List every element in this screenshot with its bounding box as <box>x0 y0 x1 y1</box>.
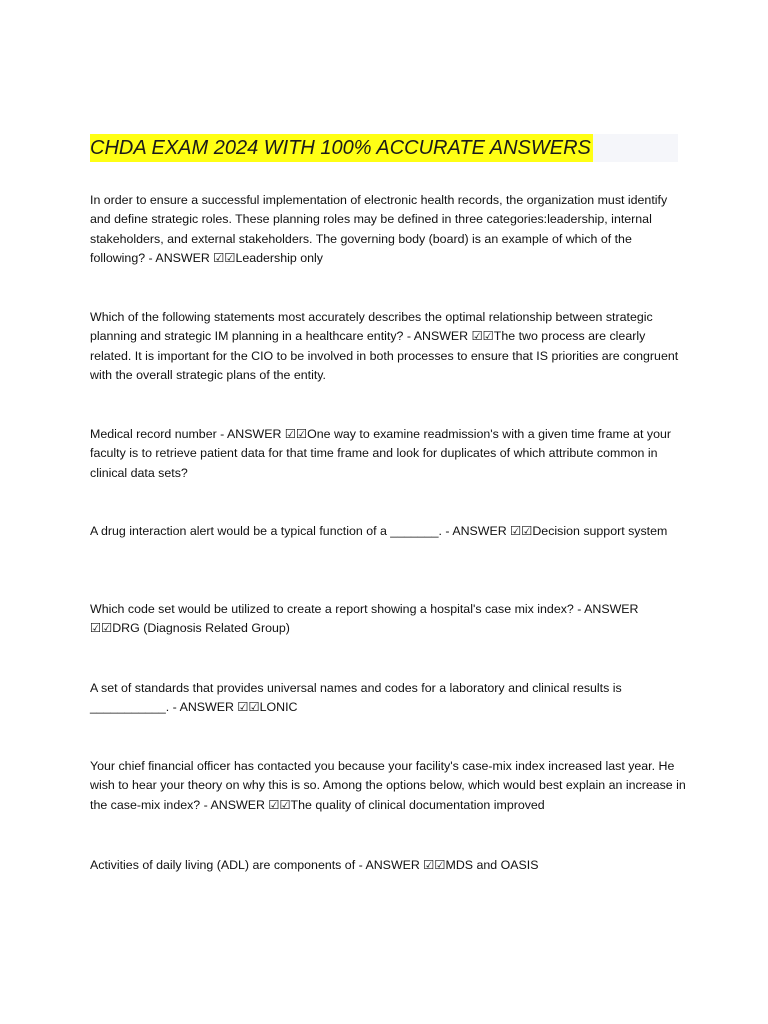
qa-item-6: A set of standards that provides universal names and codes for a laboratory and clinical results is ___________. - ANSWER ☑☑LONIC <box>90 681 622 715</box>
qa-item-1: In order to ensure a successful implementation of electronic health records, the organization must identify and define strategic roles. These planning roles may be defined in three categories:leadership, internal stakeholders, and external stakeholders. The governing body (board) is an example of which of the following? - ANSWER ☑☑Leadership only <box>90 193 668 266</box>
qa-item-5: Which code set would be utilized to create a report showing a hospital's case mix index? - ANSWER ☑☑DRG (Diagnosis Related Group) <box>90 602 639 636</box>
qa-item-3: Medical record number - ANSWER ☑☑One way to examine readmission's with a given time frame at your faculty is to retrieve patient data for that time frame and look for duplicates of which attribute common in clinical data sets? <box>90 427 671 480</box>
qa-item-8: Activities of daily living (ADL) are components of - ANSWER ☑☑MDS and OASIS <box>90 858 539 872</box>
qa-item-4: A drug interaction alert would be a typical function of a _______. - ANSWER ☑☑Decision support system <box>90 524 668 538</box>
qa-item-7: Your chief financial officer has contacted you because your facility's case-mix index increased last year. He wish to hear your theory on why this is so. Among the options below, which would best explain an increase in the case-mix index? - ANSWER ☑☑The quality of clinical documentation improved <box>90 759 686 812</box>
document-title: CHDA EXAM 2024 WITH 100% ACCURATE ANSWERS <box>90 134 593 162</box>
qa-item-2: Which of the following statements most accurately describes the optimal relationship between strategic planning and strategic IM planning in a healthcare entity? - ANSWER ☑☑The two process are clearly related. It is important for the CIO to be involved in both processes to ensure that IS priorities are congruent with the overall strategic plans of the entity. <box>90 310 679 383</box>
